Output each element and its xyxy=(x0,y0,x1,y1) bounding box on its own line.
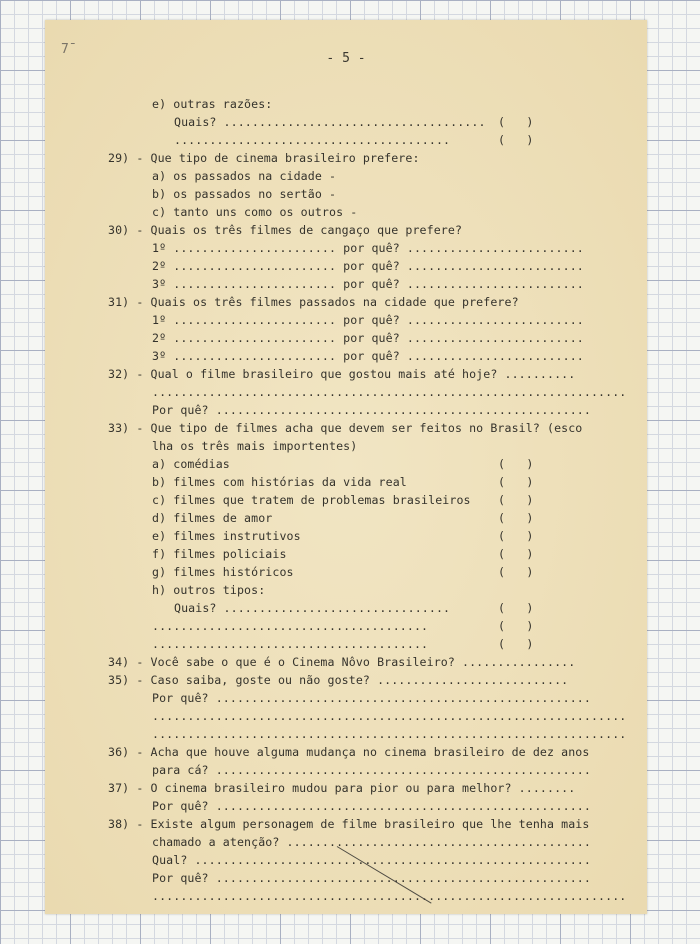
checkbox-outras-1[interactable]: ( ) xyxy=(498,115,534,129)
q29-option-c: c) tanto uns como os outros - xyxy=(152,205,358,219)
q33-option-a: a) comédias xyxy=(152,457,230,471)
question-37-number: 37) xyxy=(108,781,130,795)
question-34 xyxy=(108,655,575,669)
q33-option-g: g) filmes históricos xyxy=(152,565,294,579)
q38-qual: Qual? ........................................................ xyxy=(152,853,591,867)
question-32 xyxy=(108,367,575,381)
q33-checkbox-h1[interactable]: ( ) xyxy=(498,601,534,615)
option-e-outras-razoes: e) outras razões: xyxy=(152,97,273,111)
q31-item-1: 1º ....................... por quê? ......................... xyxy=(152,313,584,327)
question-31-number: 31) xyxy=(108,295,130,309)
question-36-number: 36) xyxy=(108,745,130,759)
q29-option-b: b) os passados no sertão - xyxy=(152,187,337,201)
q36-text-continued: para cá? ..................................................... xyxy=(152,763,591,777)
question-37 xyxy=(108,781,575,795)
q32-dotted-line: ................................................................... xyxy=(152,385,627,399)
q33-checkbox-e[interactable]: ( ) xyxy=(498,529,534,543)
question-35-number: 35) xyxy=(108,673,130,687)
question-32-text: - Qual o filme brasileiro que gostou mais até hoje? .......... xyxy=(136,367,576,381)
questionnaire-text xyxy=(45,20,647,914)
question-36 xyxy=(108,745,589,759)
q33-checkbox-b[interactable]: ( ) xyxy=(498,475,534,489)
q35-por-que: Por quê? ..................................................... xyxy=(152,691,591,705)
question-33-number: 33) xyxy=(108,421,130,435)
question-29-text: - Que tipo de cinema brasileiro prefere: xyxy=(136,151,420,165)
q31-item-2: 2º ....................... por quê? ......................... xyxy=(152,331,584,345)
q33-option-f: f) filmes policiais xyxy=(152,547,287,561)
question-35-text: - Caso saiba, goste ou não goste? ........................... xyxy=(136,673,569,687)
question-33 xyxy=(108,421,582,435)
question-38 xyxy=(108,817,589,831)
question-36-text: - Acha que houve alguma mudança no cinema brasileiro de dez anos xyxy=(136,745,590,759)
q33-dotted-2: ....................................... xyxy=(152,637,429,651)
q29-option-a: a) os passados na cidade - xyxy=(152,169,337,183)
q30-item-1: 1º ....................... por quê? ......................... xyxy=(152,241,584,255)
q32-por-que: Por quê? ..................................................... xyxy=(152,403,591,417)
q33-checkbox-f[interactable]: ( ) xyxy=(498,547,534,561)
q38-text-continued: chamado a atenção? ........................................... xyxy=(152,835,591,849)
question-29 xyxy=(108,151,420,165)
q33-checkbox-c[interactable]: ( ) xyxy=(498,493,534,507)
question-30 xyxy=(108,223,462,237)
q38-dotted: ................................................................... xyxy=(152,889,627,903)
q35-dotted-2: ................................................................... xyxy=(152,727,627,741)
q30-item-2: 2º ....................... por quê? ......................... xyxy=(152,259,584,273)
question-31-text: - Quais os três filmes passados na cidade que prefere? xyxy=(136,295,519,309)
page-number: - 5 - xyxy=(326,51,366,66)
document-page xyxy=(45,20,647,914)
quais-line-1: Quais? ..................................... xyxy=(174,115,486,129)
question-31 xyxy=(108,295,519,309)
q38-por-que: Por quê? ..................................................... xyxy=(152,871,591,885)
question-38-text: - Existe algum personagem de filme brasileiro que lhe tenha mais xyxy=(136,817,590,831)
q33-checkbox-a[interactable]: ( ) xyxy=(498,457,534,471)
q33-option-b: b) filmes com histórias da vida real xyxy=(152,475,407,489)
question-35 xyxy=(108,673,568,687)
question-34-number: 34) xyxy=(108,655,130,669)
question-33-text: - Que tipo de filmes acha que devem ser feitos no Brasil? (esco xyxy=(136,421,583,435)
q33-option-c: c) filmes que tratem de problemas brasileiros xyxy=(152,493,471,507)
dotted-line-1: ....................................... xyxy=(174,133,451,147)
question-29-number: 29) xyxy=(108,151,130,165)
q33-text-continued: lha os três mais importentes) xyxy=(152,439,358,453)
question-38-number: 38) xyxy=(108,817,130,831)
q33-dotted-1: ....................................... xyxy=(152,619,429,633)
question-30-number: 30) xyxy=(108,223,130,237)
q35-dotted-1: ................................................................... xyxy=(152,709,627,723)
question-32-number: 32) xyxy=(108,367,130,381)
q33-checkbox-h2[interactable]: ( ) xyxy=(498,619,534,633)
q33-checkbox-h3[interactable]: ( ) xyxy=(498,637,534,651)
checkbox-outras-2[interactable]: ( ) xyxy=(498,133,534,147)
q33-option-d: d) filmes de amor xyxy=(152,511,273,525)
question-37-text: - O cinema brasileiro mudou para pior ou para melhor? ........ xyxy=(136,781,576,795)
q33-option-e: e) filmes instrutivos xyxy=(152,529,301,543)
q31-item-3: 3º ....................... por quê? ......................... xyxy=(152,349,584,363)
question-34-text: - Você sabe o que é o Cinema Nôvo Brasileiro? ................ xyxy=(136,655,576,669)
q30-item-3: 3º ....................... por quê? ......................... xyxy=(152,277,584,291)
margin-pen-mark: 7ˉ xyxy=(61,42,77,57)
q33-checkbox-d[interactable]: ( ) xyxy=(498,511,534,525)
q37-por-que: Por quê? ..................................................... xyxy=(152,799,591,813)
q33-checkbox-g[interactable]: ( ) xyxy=(498,565,534,579)
q33-quais: Quais? ................................ xyxy=(174,601,451,615)
question-30-text: - Quais os três filmes de cangaço que prefere? xyxy=(136,223,463,237)
q33-option-h: h) outros tipos: xyxy=(152,583,266,597)
